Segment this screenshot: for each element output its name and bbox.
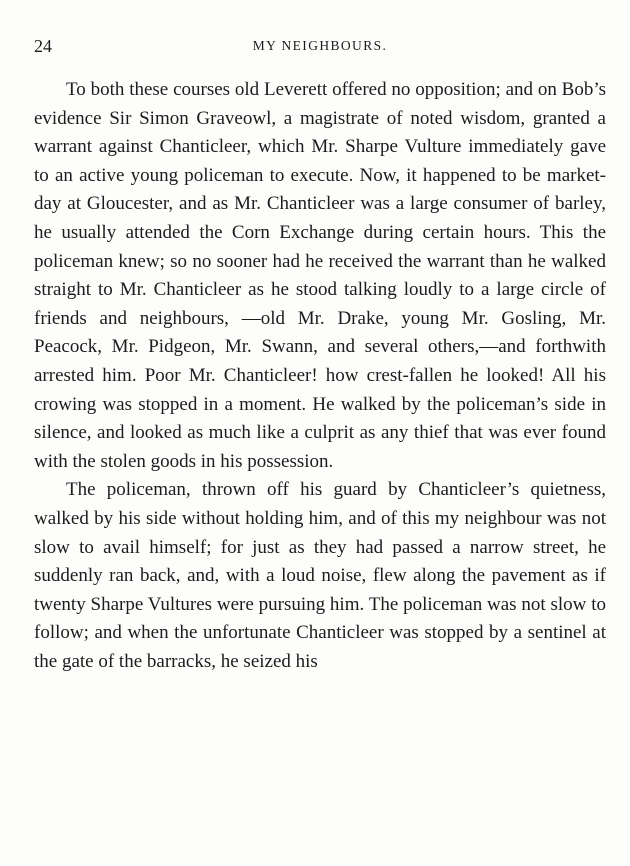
book-page: [34, 36, 606, 676]
body-text: [34, 76, 606, 676]
running-title: MY NEIGHBOURS.: [252, 38, 388, 53]
paragraph-2: The policeman, thrown off his guard by Chanticleer’s quietness, walked by his side without holding him, and of this my neighbour was not slow to avail himself; for just as they had passed a narrow street, he suddenly ran back, and, with a loud noise, flew along the pavement as if twenty Sharpe Vultures were pursuing him. The policeman was not slow to follow; and when the unfortunate Chanticleer was stopped by a sentinel at the gate of the barracks, he seized his: [34, 479, 606, 672]
running-head: [34, 36, 606, 58]
page-number: 24: [34, 36, 52, 56]
paragraph-1: To both these courses old Leverett offered no opposition; and on Bob’s evidence Sir Simon Graveowl, a magistrate of noted wisdom, granted a warrant against Chanticleer, which Mr. Sharpe Vulture immediately gave to an active young policeman to execute. Now, it happened to be market-day at Gloucester, and as Mr. Chanticleer was a large consumer of barley, he usually attended the Corn Exchange during certain hours. This the policeman knew; so no sooner had he received the warrant than he walked straight to Mr. Chanticleer as he stood talking loudly to a large circle of friends and neighbours, —old Mr. Drake, young Mr. Gosling, Mr. Peacock, Mr. Pidgeon, Mr. Swann, and several others,—and forthwith arrested him. Poor Mr. Chanticleer! how crest-fallen he looked! All his crowing was stopped in a moment. He walked by the policeman’s side in silence, and looked as much like a culprit as any thief that was ever found with the stolen goods in his possession.: [34, 79, 606, 472]
